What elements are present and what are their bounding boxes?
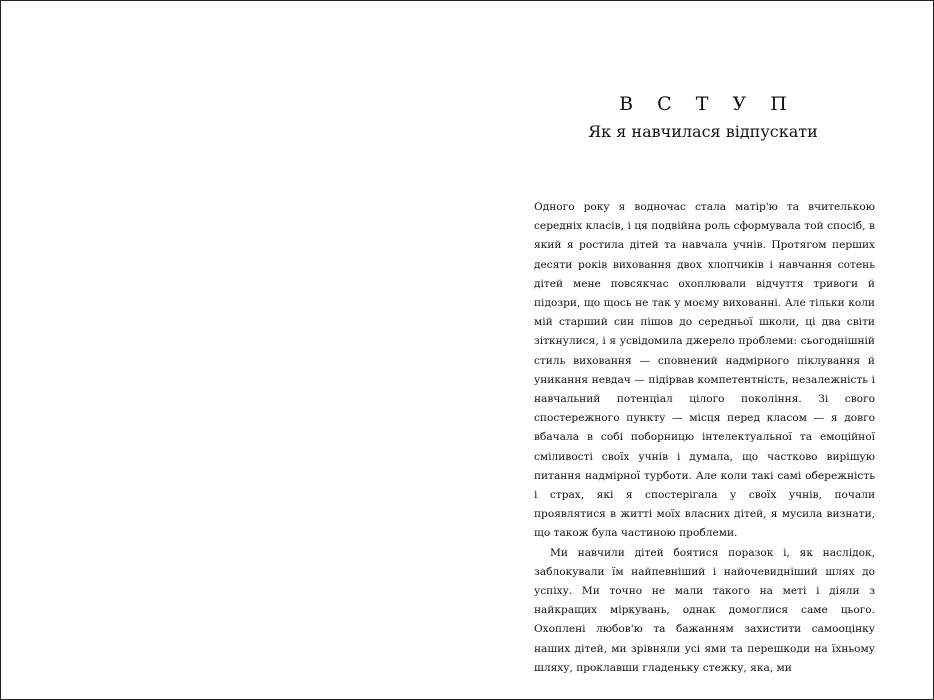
- paragraph-1: Одного року я водночас стала матір'ю та вчителькою середніх класів, і ця подвійна роль сформувала той спосіб, в який я ростила дітей та навчала учнів. Протягом перших десяти років виховання двох хлопчиків і навчання сотень дітей мене повсякчас охоплювали відчуття тривоги й підозри, що щось не так у моєму вихованні. Але тільки коли мій старший син пішов до середньої школи, ці два світи зіткнулися, і я усвідомила джерело проблеми: сьогоднішній стиль виховання — сповнений надмірного піклування й уникання невдач — підірвав компетентність, незалежність і навчальний потенціал цілого покоління. Зі свого спостережного пункту — місця перед класом — я довго вбачала в собі поборницю інтелектуальної та емоційної сміливості своїх учнів і думала, що частково вирішую питання надмірної турботи. Але коли такі самі обережність і страх, які я спостерігала у своїх учнів, почали проявлятися в житті моїх власних дітей, я мусила визнати, що також була частиною проблеми.: [534, 201, 875, 540]
- right-page: [467, 1, 933, 699]
- chapter-subtitle: Як я навчилася відпускати: [588, 122, 818, 141]
- chapter-body: [534, 198, 875, 678]
- chapter-title: В С Т У П: [619, 93, 796, 115]
- chapter-heading: [533, 93, 873, 143]
- paragraph-2: Ми навчили дітей боятися поразок і, як наслідок, заблокували їм найпевніший і найочевидніший шлях до успіху. Ми точно не мали такого на меті і діяли з найкращих міркувань, однак домоглися саме цього. Охоплені любов'ю та бажанням захистити самооцінку наших дітей, ми зрівняли усі ями та перешкоди на їхньому шляху, проклавши гладеньку стежку, яка, ми: [534, 546, 875, 674]
- left-page-blank: [1, 1, 467, 699]
